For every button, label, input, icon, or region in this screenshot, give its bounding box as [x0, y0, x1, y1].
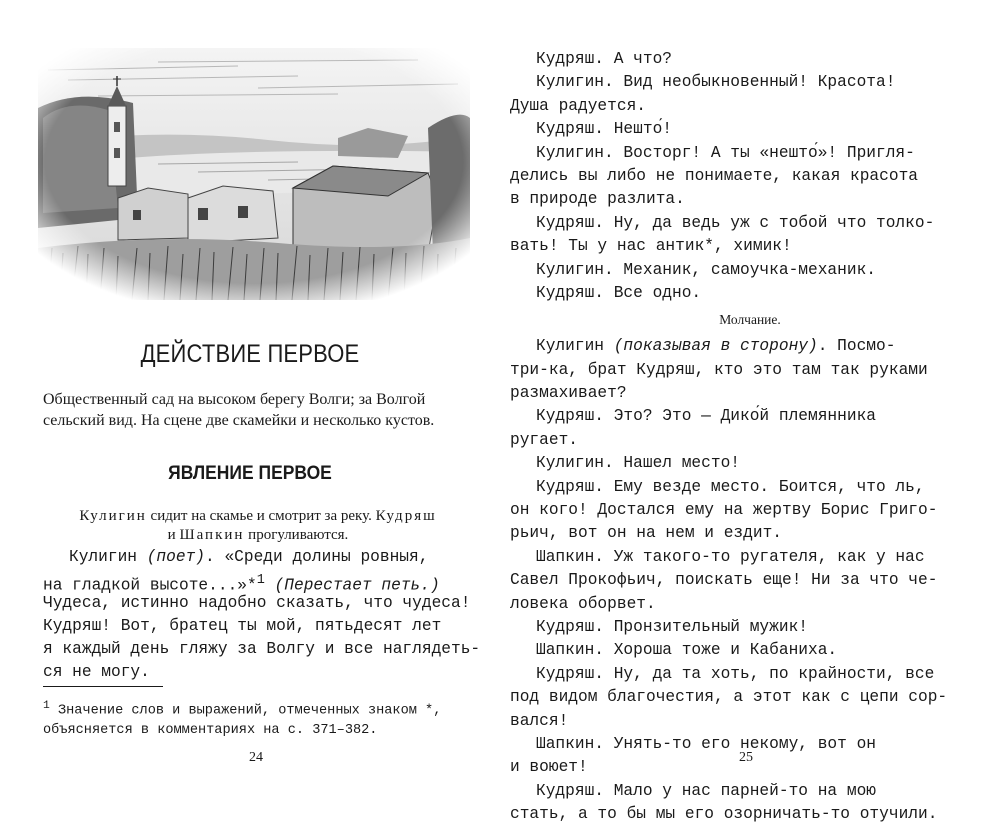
dialogue-line: Кудряш. Пронзительный мужик!: [536, 617, 808, 636]
dialogue: [510, 48, 990, 827]
character-name: Кулигин: [79, 508, 147, 524]
dialogue-line: вать! Ты у нас антик*, химик!: [510, 237, 792, 256]
dialogue-line: Душа радуется.: [510, 96, 646, 115]
dialogue-line: Кулигин. Вид необыкновенный! Красота!: [536, 73, 896, 92]
stage-direction-inline: (поет): [146, 548, 206, 566]
dialogue-line: вался!: [510, 711, 569, 730]
stage-direction-inline: (показывая в сторону): [613, 337, 818, 356]
character-name: Кудряш: [375, 508, 437, 524]
footnote-line: объясняется в комментариях на с. 371–382.: [43, 722, 378, 738]
right-page: [500, 0, 1000, 824]
stage-text: прогуливаются.: [244, 527, 349, 543]
dialogue-line: и воюет!: [510, 758, 588, 777]
speech-line: . «Среди долины ровныя,: [205, 548, 429, 566]
footnote-divider: [43, 686, 163, 687]
stage-direction-silence: Молчание.: [719, 312, 781, 328]
setting-line: сельский вид. На сцене две скамейки и несколько кустов.: [43, 412, 435, 429]
dialogue-line: три-ка, брат Кудряш, кто это там так руками: [510, 360, 928, 379]
volga-landscape-illustration: [38, 48, 470, 300]
footnote-marker: 1: [256, 573, 265, 588]
dialogue-line: Кудряш. Мало у нас парней-то на мою: [536, 781, 876, 800]
dialogue-line: рьич, вот он на нем и ездит.: [510, 524, 782, 543]
kuligin-speech: [43, 546, 483, 684]
footnote: [43, 697, 483, 740]
speech-line: я каждый день гляжу за Волгу и все наглядеть-: [43, 640, 481, 658]
stage-direction: [43, 507, 473, 545]
speaker-name: Кулигин: [69, 548, 137, 566]
stage-direction-inline: (Перестает петь.): [274, 576, 440, 595]
dialogue-line: Кулигин. Восторг! А ты «нешто́»! Пригля-: [536, 143, 915, 162]
act-title: ДЕЙСТВИЕ ПЕРВОЕ: [140, 340, 360, 368]
dialogue-line: ругает.: [510, 430, 578, 449]
dialogue-line: Шапкин. Унять-то его некому, вот он: [536, 734, 876, 753]
speech-line: Чудеса, истинно надобно сказать, что чудеса!: [43, 594, 471, 612]
dialogue-line: он кого! Достался ему на жертву Борис Григо-: [510, 501, 938, 520]
speech-line: Кудряш! Вот, братец ты мой, пятьдесят лет: [43, 617, 442, 635]
dialogue-line: Кудряш. Это? Это — Дико́й племянника: [536, 407, 876, 426]
dialogue-line: под видом благочестия, а этот как с цепи сор-: [510, 688, 948, 707]
left-page: [0, 0, 500, 791]
dialogue-text: . Посмо-: [817, 337, 896, 356]
footnote-line: Значение слов и выражений, отмеченных знаком *,: [49, 703, 442, 719]
dialogue-line: Кудряш. Ему везде место. Боится, что ль,: [536, 477, 925, 496]
dialogue-line: стать, а то бы мы его озорничать-то отучили.: [510, 805, 938, 824]
dialogue-line: Кудряш. А что?: [536, 50, 672, 68]
scene-title: ЯВЛЕНИЕ ПЕРВОЕ: [168, 463, 332, 484]
dialogue-line: Шапкин. Хороша тоже и Кабаниха.: [536, 641, 838, 660]
dialogue-line: Кудряш. Нешто́!: [536, 120, 672, 139]
dialogue-line: делись вы либо не понимаете, какая красота: [510, 166, 918, 185]
dialogue-line: Кудряш. Все одно.: [536, 283, 702, 302]
speech-line: ся не могу.: [43, 663, 150, 681]
stage-text: сидит на скамье и смотрит за реку.: [146, 508, 376, 524]
footnote-number: 1: [43, 700, 50, 712]
speaker-name: Кулигин: [536, 337, 604, 356]
dialogue-line: ловека оборвет.: [510, 594, 656, 613]
dialogue-line: Кулигин. Механик, самоучка-механик.: [536, 260, 876, 279]
dialogue-line: в природе разлита.: [510, 190, 685, 209]
page-number: 25: [739, 750, 753, 765]
page-number: 24: [249, 750, 263, 765]
dialogue-line: Кулигин. Нашел место!: [536, 454, 740, 473]
dialogue-line: Кудряш. Ну, да ведь уж с тобой что толко-: [536, 213, 935, 232]
speech-line: на гладкой высоте...»*: [43, 576, 257, 595]
stage-text: и: [167, 527, 176, 543]
dialogue-line: Кудряш. Ну, да та хоть, по крайности, все: [536, 664, 935, 683]
scene-setting: [43, 389, 473, 431]
setting-line: Общественный сад на высоком берегу Волги; за Волгой: [43, 391, 426, 408]
dialogue-line: размахивает?: [510, 384, 627, 403]
dialogue-line: Савел Прокофьич, поискать еще! Ни за что че-: [510, 571, 938, 590]
character-name: Шапкин: [179, 527, 245, 543]
dialogue-line: Шапкин. Уж такого-то ругателя, как у нас: [536, 547, 925, 566]
